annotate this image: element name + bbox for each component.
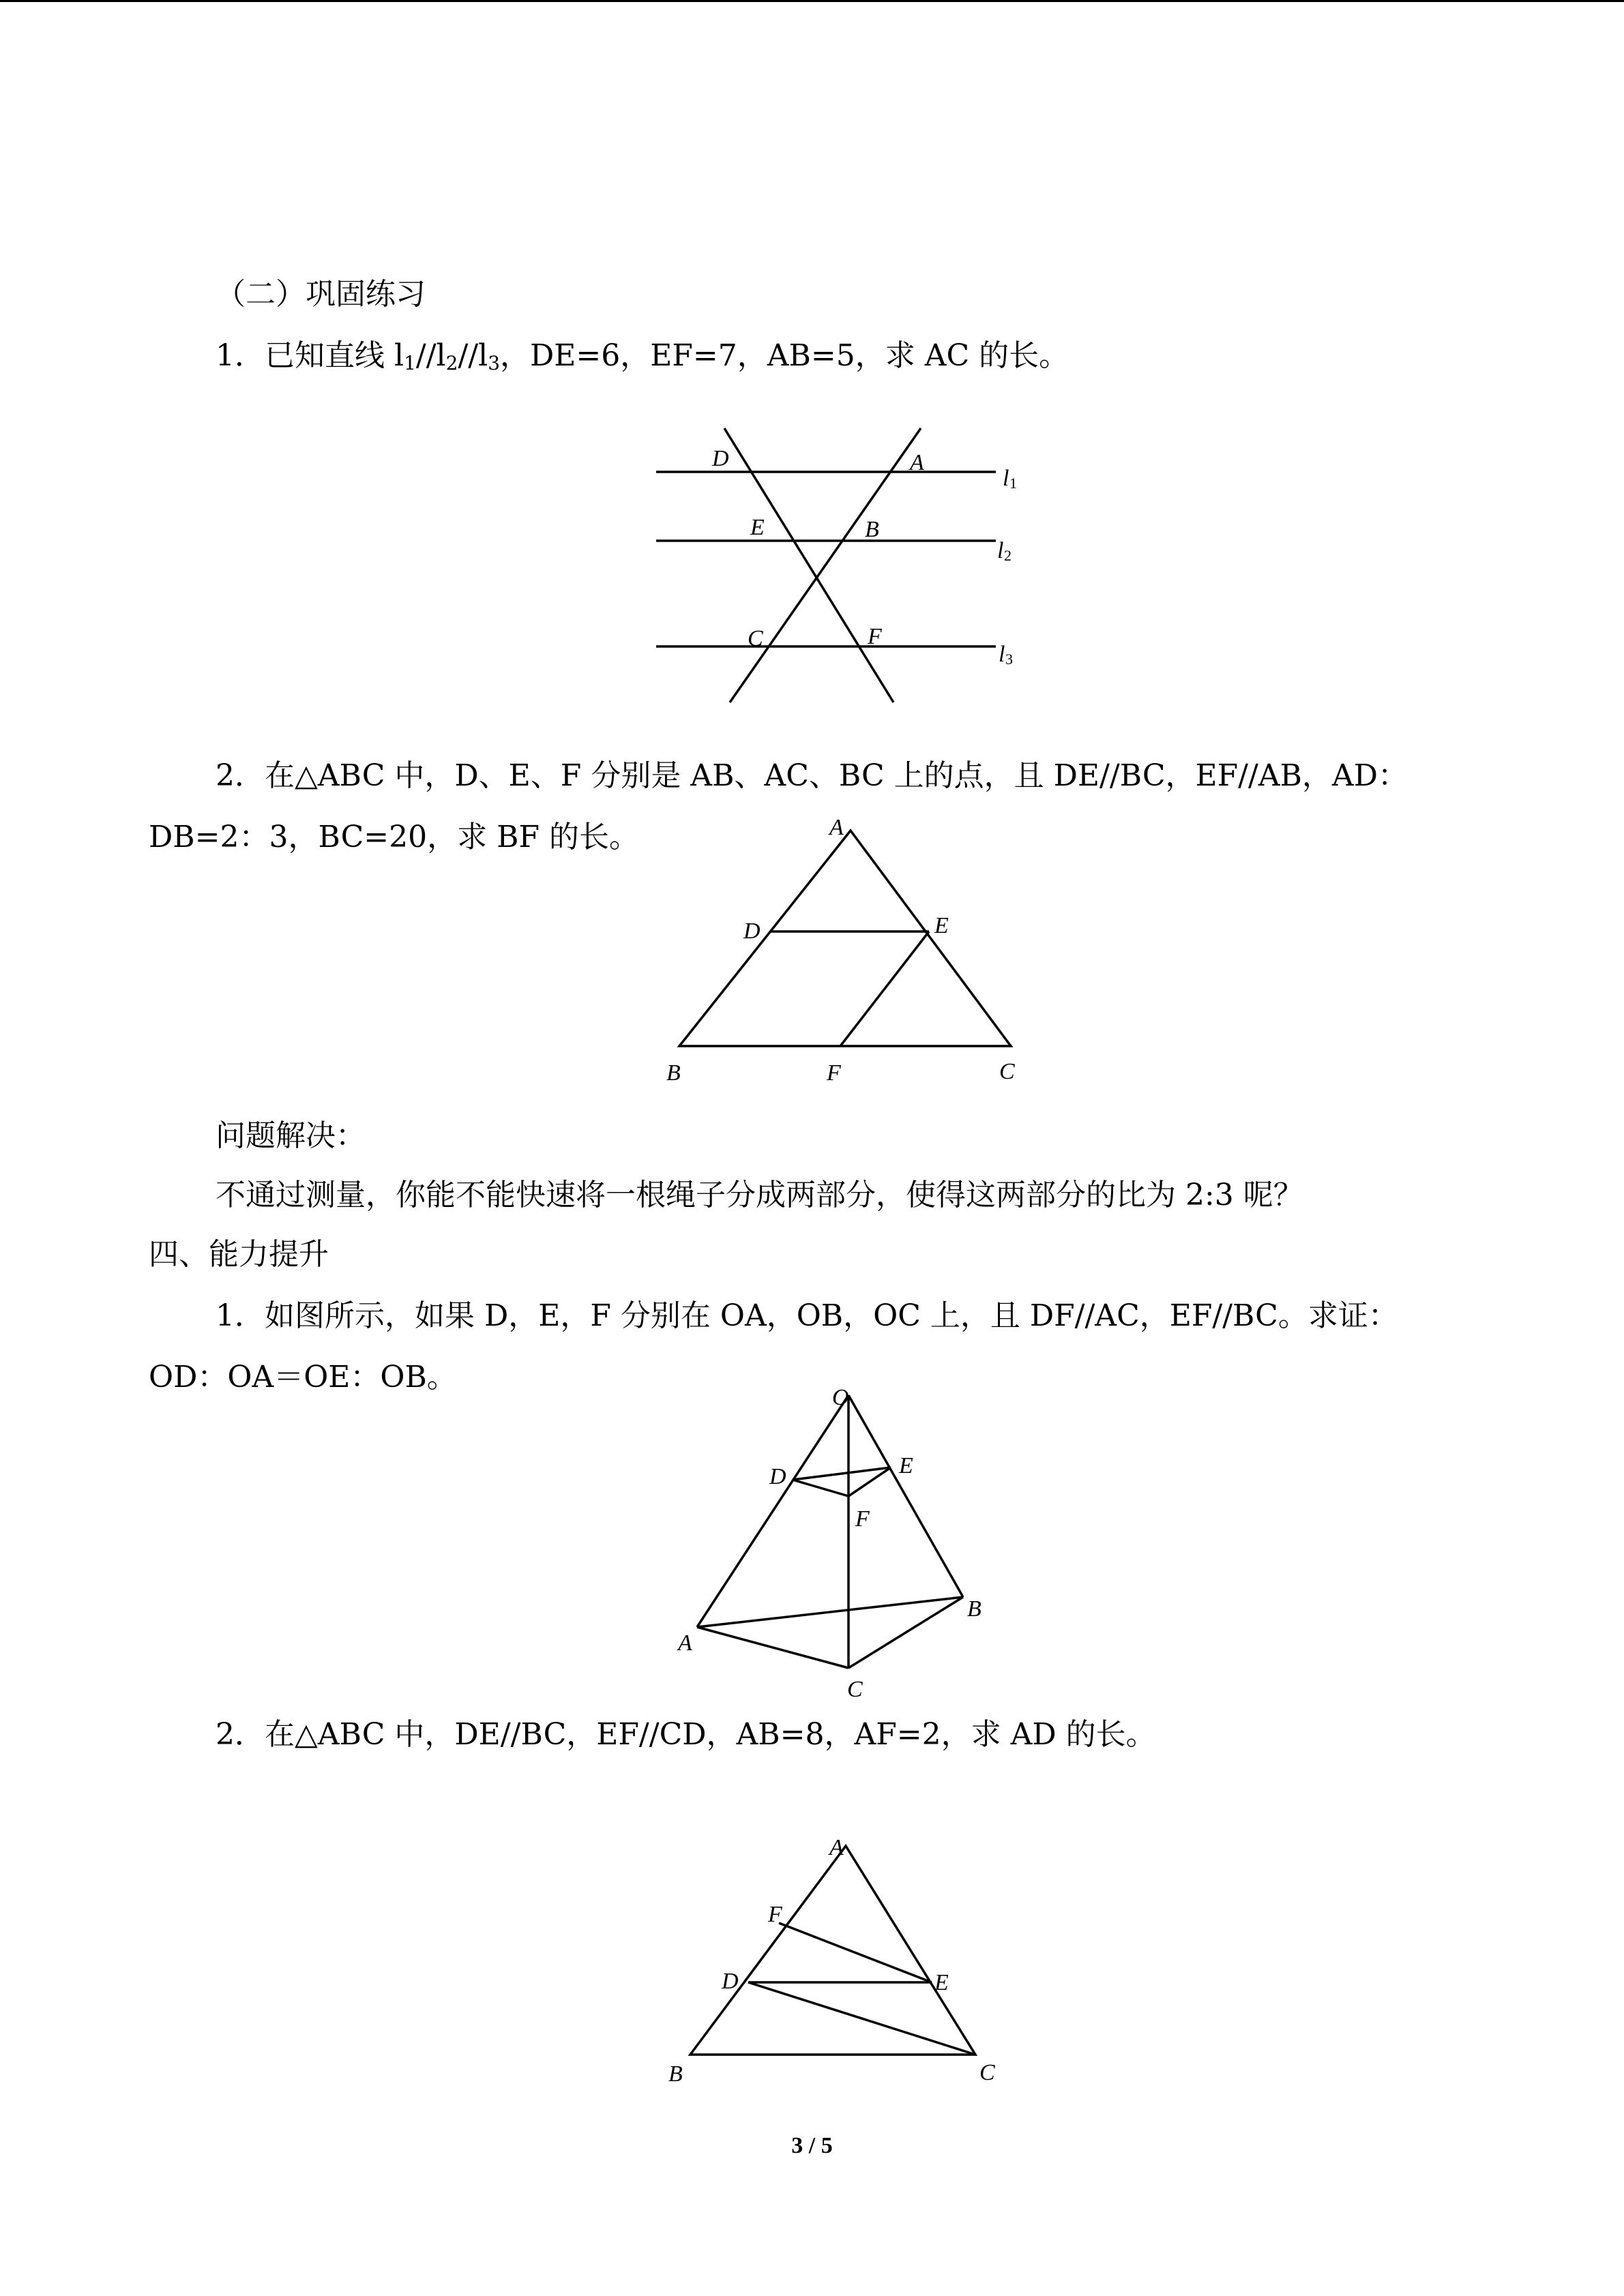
label-D: D <box>722 1969 739 1994</box>
label-B: B <box>666 1060 681 1086</box>
label-A: A <box>829 815 844 840</box>
problem-text: 不通过测量，你能不能快速将一根绳子分成两部分，使得这两部分的比为 2:3 呢？ <box>216 1178 1303 1212</box>
question-2-line-1: 2．在△ABC 中，D、E、F 分别是 AB、AC、BC 上的点，且 DE//BC，EF//AB，AD： <box>216 758 1408 793</box>
q1-sub-3: 3 <box>488 352 501 374</box>
label-l1: l <box>1003 466 1009 491</box>
label-D: D <box>743 919 761 944</box>
label-B: B <box>967 1596 981 1622</box>
label-O: O <box>832 1385 849 1410</box>
label-D: D <box>769 1464 786 1489</box>
label-l3-sub: 3 <box>1005 651 1013 668</box>
label-F: F <box>855 1506 870 1532</box>
q1-text-pre: 1．已知直线 l <box>216 338 404 373</box>
question-3-line-1: 1．如图所示，如果 D，E，F 分别在 OA，OB，OC 上，且 DF//AC，EF//BC。求证： <box>216 1298 1398 1333</box>
segment-FE <box>779 1923 932 1982</box>
label-E: E <box>750 515 765 540</box>
q1-text-m2: //l <box>458 338 488 373</box>
label-A: A <box>678 1630 692 1656</box>
label-F: F <box>868 624 882 649</box>
page-number: 3 / 5 <box>791 2133 833 2158</box>
q1-sub-2: 2 <box>445 352 458 374</box>
q1-text-m1: //l <box>415 338 446 373</box>
label-C: C <box>748 626 763 651</box>
label-E: E <box>899 1453 913 1478</box>
label-D: D <box>712 446 729 471</box>
label-l2-sub: 2 <box>1004 547 1012 564</box>
label-C: C <box>847 1677 863 1702</box>
triangle-ABC <box>690 1846 975 2055</box>
label-l1-sub: 1 <box>1009 475 1017 492</box>
label-C: C <box>979 2060 995 2085</box>
q1-sub-1: 1 <box>404 352 416 374</box>
label-A: A <box>910 450 924 475</box>
question-4: 2．在△ABC 中，DE//BC，EF//CD，AB=8，AF=2，求 AD 的长。 <box>216 1717 1156 1752</box>
q1-text-post: ，DE=6，EF=7，AB=5，求 AC 的长。 <box>500 338 1069 373</box>
label-l3: l <box>999 642 1005 667</box>
label-l2: l <box>997 538 1004 563</box>
label-F: F <box>768 1902 782 1927</box>
question-2-line-2: DB=2：3，BC=20，求 BF 的长。 <box>149 820 639 854</box>
label-C: C <box>999 1059 1015 1084</box>
label-A: A <box>829 1835 844 1860</box>
label-E: E <box>934 1970 949 1995</box>
label-B: B <box>668 2061 683 2087</box>
problem-heading: 问题解决： <box>216 1118 366 1153</box>
label-F: F <box>827 1060 841 1086</box>
question-3-line-2: OD：OA＝OE：OB。 <box>149 1360 457 1395</box>
section-heading-consolidate: （二）巩固练习 <box>216 277 426 312</box>
label-E: E <box>934 913 949 938</box>
label-B: B <box>865 517 879 542</box>
section-heading-ability: 四、能力提升 <box>149 1237 329 1272</box>
